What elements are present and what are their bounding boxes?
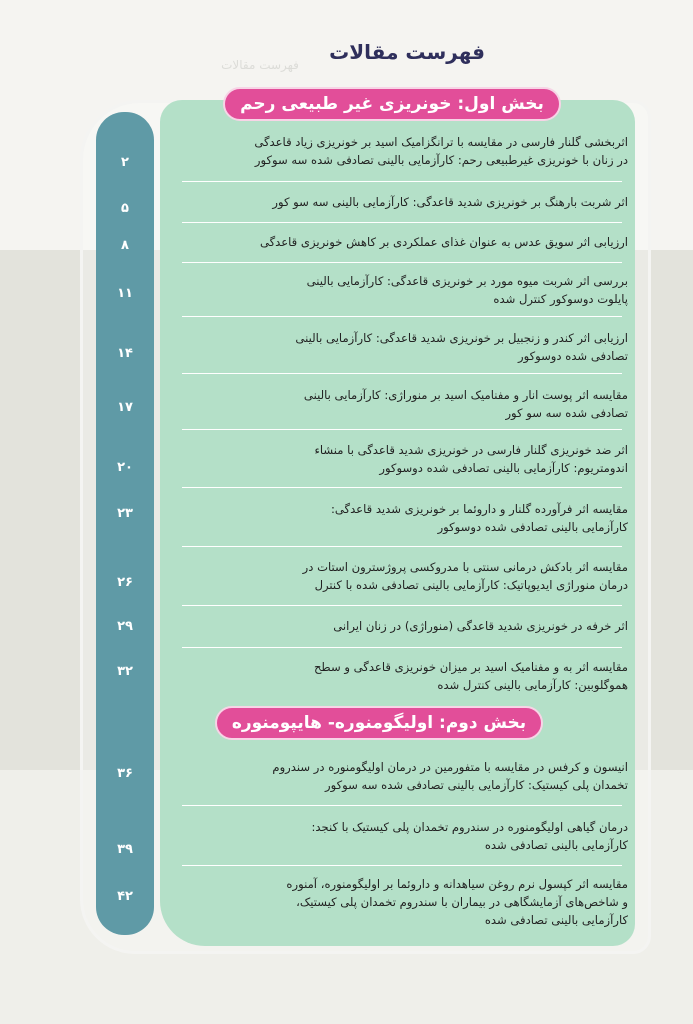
entry-divider — [182, 546, 622, 547]
entry-divider — [182, 487, 622, 488]
entry-divider — [182, 605, 622, 606]
page-number: ۸ — [121, 238, 129, 253]
toc-entry: اثربخشی گلنار فارسی در مقایسه با ترانگزامیک اسید بر خونریزی زیاد قاعدگی در زنان با خونریزی غیرطبیعی رحم: کارآزمایی بالینی تصادفی شده سه سوکور — [254, 135, 628, 167]
page-number: ۲۰ — [117, 460, 133, 475]
toc-entry: انیسون و کرفس در مقایسه با متفورمین در درمان اولیگومنوره در سندروم تخمدان پلی کیستیک: کارآزمایی بالینی تصادفی شده سه سوکور — [272, 760, 628, 792]
page-number: ۲۶ — [117, 575, 133, 590]
toc-entry: بررسی اثر شربت میوه مورد بر خونریزی قاعدگی: کارآزمایی بالینی پایلوت دوسوکور کنترل شده — [306, 274, 628, 306]
toc-entry: اثر خرفه در خونریزی شدید قاعدگی (منوراژی) در زنان ایرانی — [333, 619, 628, 633]
entry-divider — [182, 805, 622, 806]
entry-divider — [182, 222, 622, 223]
page-number: ۱۷ — [117, 400, 133, 415]
toc-entry: مقایسه اثر بادکش درمانی سنتی با مدروکسی پروژسترون استات در درمان منوراژی ایدیوپاتیک: کارآزمایی بالینی تصادفی شده با کنترل — [302, 560, 628, 592]
toc-entry: مقایسه اثر به و مفنامیک اسید بر میزان خونریزی قاعدگی و سطح هموگلوبین: کارآزمایی بالینی کنترل شده — [313, 660, 628, 692]
page-number: ۳۶ — [117, 766, 133, 781]
entry-divider — [182, 181, 622, 182]
entry-divider — [182, 865, 622, 866]
page-number: ۲۹ — [117, 619, 133, 634]
entry-divider — [182, 647, 622, 648]
toc-entry: اثر ضد خونریزی گلنار فارسی در خونریزی شدید قاعدگی با منشاء اندومتریوم: کارآزمایی بالینی تصادفی شده دوسوکور — [314, 443, 628, 475]
page-number: ۳۲ — [117, 664, 133, 679]
toc-entry: مقایسه اثر پوست انار و مفنامیک اسید بر منوراژی: کارآزمایی بالینی تصادفی شده سه سو کور — [303, 388, 628, 420]
section-title-2: بخش دوم: اولیگومنوره- هایپومنوره — [215, 706, 543, 740]
ghost-title: فهرست مقالات — [221, 58, 299, 72]
page-number: ۵ — [121, 201, 129, 216]
page-title: فهرست مقالات — [329, 40, 485, 64]
toc-entry: مقایسه اثر کپسول نرم روغن سیاهدانه و داروئما بر اولیگومنوره، آمنوره و شاخص‌های آزمایشگاهی در بیماران با سندروم تخمدان پلی کیستیک، کارآزمایی بالینی تصادفی شده — [286, 877, 628, 927]
entry-divider — [182, 262, 622, 263]
page-number: ۴۲ — [117, 889, 133, 904]
toc-entry: ارزیابی اثر کندر و زنجبیل بر خونریزی شدید قاعدگی: کارآزمایی بالینی تصادفی شده دوسوکور — [295, 331, 628, 363]
toc-entry: درمان گیاهی اولیگومنوره در سندروم تخمدان پلی کیستیک با کنجد: کارآزمایی بالینی تصادفی شده — [311, 820, 628, 852]
page-number: ۱۴ — [117, 346, 133, 361]
section-title-1: بخش اول: خونریزی غیر طبیعی رحم — [223, 87, 561, 121]
page-number: ۱۱ — [117, 286, 133, 301]
toc-entry: ارزیابی اثر سویق عدس به عنوان غذای عملکردی بر کاهش خونریزی قاعدگی — [259, 235, 628, 249]
page-number: ۲۳ — [117, 506, 133, 521]
toc-entry: مقایسه اثر فرآورده گلنار و داروئما بر خونریزی شدید قاعدگی: کارآزمایی بالینی تصادفی شده دوسوکور — [330, 502, 628, 534]
toc-entry: اثر شربت بارهنگ بر خونریزی شدید قاعدگی: کارآزمایی بالینی سه سو کور — [272, 195, 628, 209]
page-number: ۲ — [121, 155, 129, 170]
entry-divider — [182, 316, 622, 317]
entry-divider — [182, 373, 622, 374]
entry-divider — [182, 429, 622, 430]
page-number: ۳۹ — [117, 842, 133, 857]
